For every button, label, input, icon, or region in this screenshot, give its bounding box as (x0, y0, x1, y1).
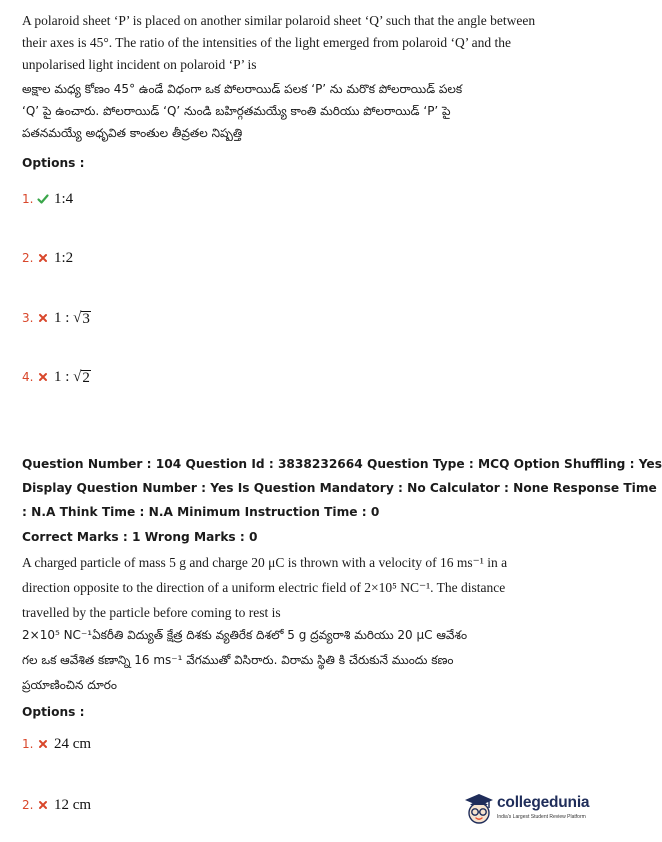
option-item[interactable] (22, 734, 91, 754)
question-line: అక్షాల మధ్య కోణం 45° ఉండే విధంగా ఒక పోలరాయిడ్ పలక ‘P’ ను మరొక పోలరాయిడ్ పలక (22, 82, 463, 96)
option-ratio-prefix: 1 : (54, 309, 74, 326)
question-line: ప్రయాణించిన దూరం (22, 678, 117, 692)
question-line: A polaroid sheet ‘P’ is placed on another similar polaroid sheet ‘Q’ such that the angle between (22, 13, 536, 28)
option-ratio-prefix: 1 : (54, 368, 74, 385)
cross-icon (36, 311, 50, 325)
option-number: 2. (22, 798, 34, 812)
option-value (54, 369, 91, 386)
logo-tagline: India's Largest Student Review Platform (497, 814, 586, 820)
meta-line: Display Question Number : Yes Is Question Mandatory : No Calculator : None Response Time (22, 481, 657, 495)
option-value: 12 cm (54, 796, 92, 813)
question-text-english (22, 550, 582, 625)
option-item[interactable] (22, 795, 91, 815)
option-number: 1. (22, 192, 34, 206)
question-meta (22, 452, 662, 524)
question-line: their axes is 45°. The ratio of the intensities of the light emerged from polaroid ‘Q’ and the (22, 35, 512, 50)
option-number: 4. (22, 370, 34, 384)
question-line: unpolarised light incident on polaroid ‘P’ is (22, 57, 257, 72)
cross-icon (36, 737, 50, 751)
option-number: 3. (22, 311, 34, 325)
option-item[interactable] (22, 248, 73, 268)
meta-line: Question Number : 104 Question Id : 3838232664 Question Type : MCQ Option Shuffling : Yes (22, 457, 662, 471)
cross-icon (36, 798, 50, 812)
question-text-telugu (22, 623, 582, 698)
marks-line: Correct Marks : 1 Wrong Marks : 0 (22, 530, 258, 544)
logo-wordmark: collegedunia (497, 794, 590, 811)
collegedunia-logo (462, 786, 590, 830)
option-item[interactable] (22, 189, 73, 209)
square-root: √ 3 (73, 309, 90, 327)
mascot-icon (462, 788, 496, 828)
question-line: A charged particle of mass 5 g and charge 20 μC is thrown with a velocity of 16 ms⁻¹ in a (22, 555, 508, 570)
option-number: 2. (22, 251, 34, 265)
option-number: 1. (22, 737, 34, 751)
option-value: 1:2 (54, 249, 74, 266)
cross-icon (36, 370, 50, 384)
radicand: 2 (82, 369, 90, 386)
square-root: √ 2 (73, 368, 90, 386)
question-line: పతనమయ్యే అధృవిత కాంతుల తీవ్రతల నిష్పత్తి (22, 126, 243, 140)
question-line: direction opposite to the direction of a uniform electric field of 2×10⁵ NC⁻¹. The distance (22, 580, 506, 595)
question-text-english (22, 10, 582, 76)
question-line: 2×10⁵ NC⁻¹ఏకరీతి విద్యుత్ క్షేత్ర దిశకు వ్యతిరేక దిశలో 5 g ద్రవ్యరాశి మరియు 20 μC ఆవేశం (22, 628, 468, 642)
question-line: ‘Q’ పై ఉంచారు. పోలరాయిడ్ ‘Q’ నుండి బహిర్గతమయ్యే కాంతి మరియు పోలరాయిడ్ ‘P’ పై (22, 104, 451, 118)
question-text-telugu (22, 78, 582, 144)
option-value: 24 cm (54, 735, 92, 752)
option-item[interactable] (22, 367, 91, 387)
question-line: travelled by the particle before coming to rest is (22, 605, 281, 620)
option-value (54, 310, 91, 327)
question-line: గల ఒక ఆవేశిత కణాన్ని 16 ms⁻¹ వేగముతో విసిరారు. విరామ స్థితి కి చేరుకునే ముందు కణం (22, 653, 454, 667)
radicand: 3 (82, 310, 90, 327)
check-icon (36, 192, 50, 206)
meta-line: : N.A Think Time : N.A Minimum Instruction Time : 0 (22, 505, 380, 519)
option-item[interactable] (22, 308, 91, 328)
options-heading: Options : (22, 156, 85, 170)
cross-icon (36, 251, 50, 265)
options-heading: Options : (22, 705, 85, 719)
option-value: 1:4 (54, 190, 74, 207)
